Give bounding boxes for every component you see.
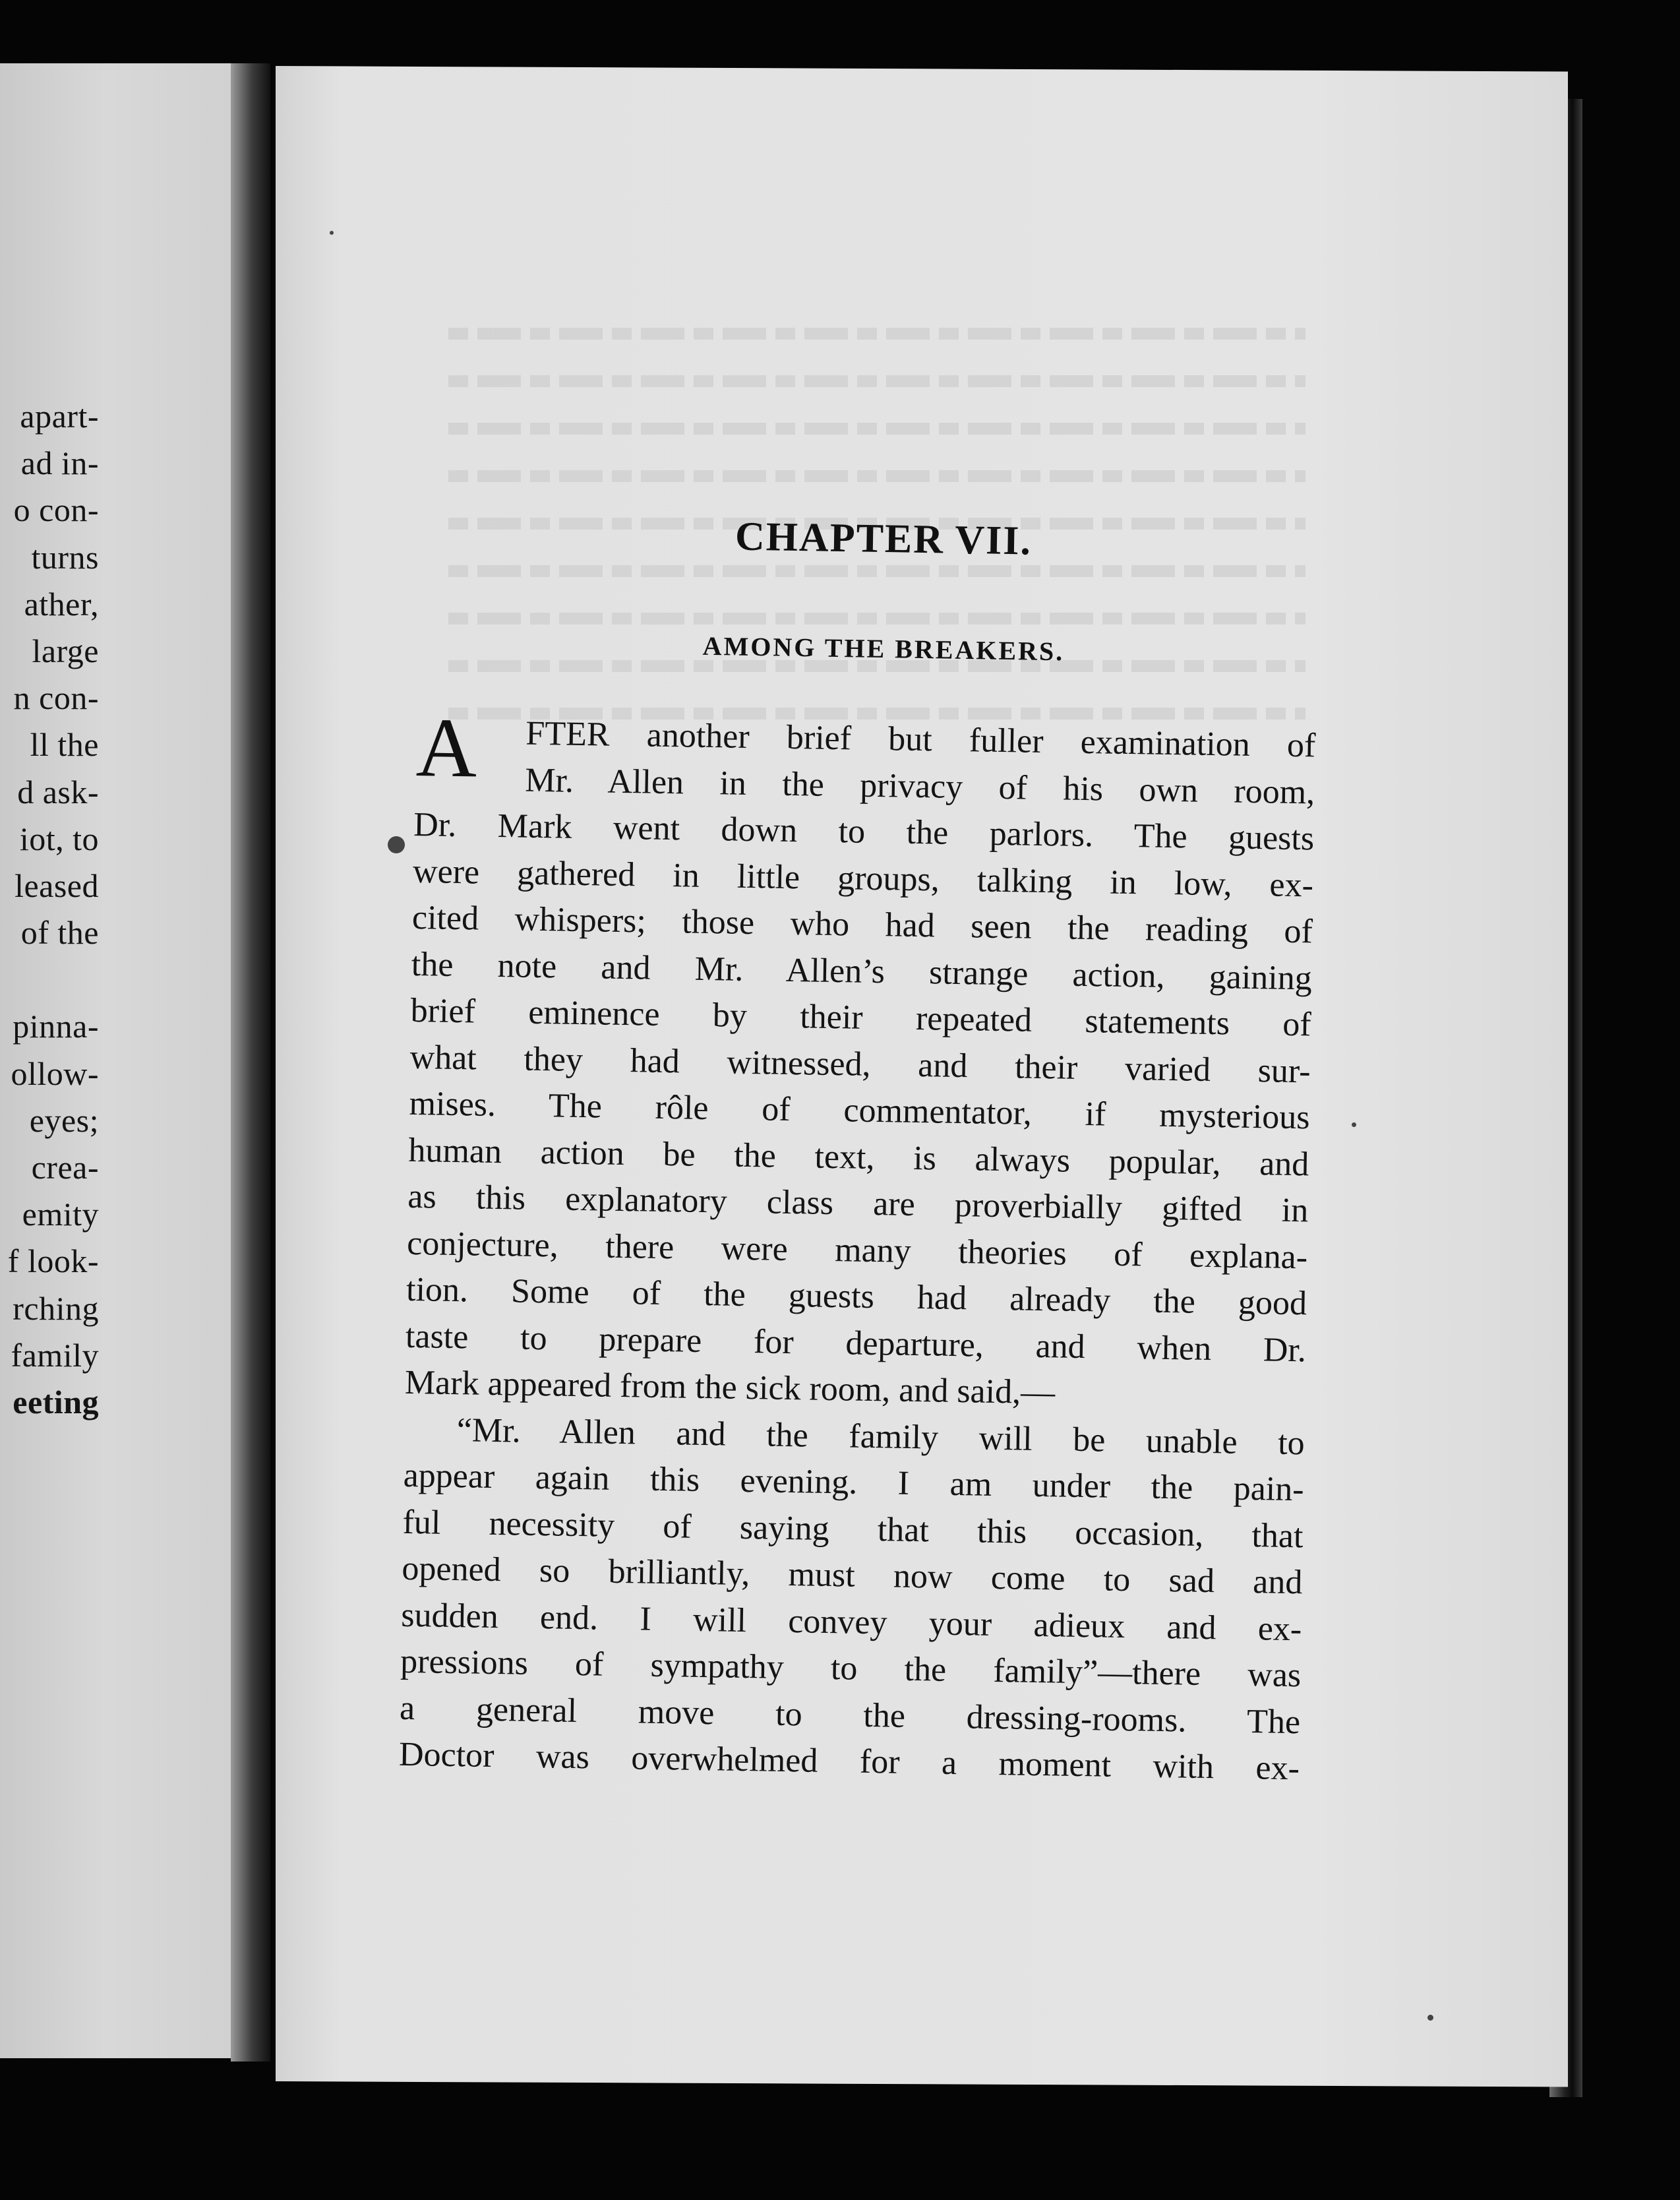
text-line: sudden end. I will convey your adieux and ex- — [400, 1596, 1302, 1648]
text-line: pressions of sympathy to the family”—there was — [400, 1642, 1302, 1695]
text-line: the note and Mr. Allen’s strange action, gaining — [411, 945, 1313, 997]
left-page-line-fragment: apart- — [20, 398, 99, 435]
text-line: ful necessity of saying that this occasion, that — [402, 1503, 1304, 1555]
ink-speck — [1352, 1122, 1356, 1127]
left-page-line-fragment: d ask- — [17, 773, 99, 810]
text-line: brief eminence by their repeated statements of — [410, 991, 1312, 1044]
left-page-line-fragment: turns — [31, 538, 99, 576]
left-page-line-fragment: ollow- — [11, 1054, 99, 1092]
book-gutter — [231, 63, 270, 2062]
body-text — [398, 700, 1316, 1792]
left-page-line-fragment: leased — [15, 867, 99, 904]
left-page-line-fragment: f look- — [7, 1242, 99, 1280]
left-page-line-fragment: large — [32, 632, 99, 669]
left-page-line-fragment: family — [11, 1336, 99, 1374]
left-page-line-fragment: crea- — [31, 1149, 99, 1186]
left-page-line-fragment: of the — [20, 914, 99, 952]
left-page — [0, 63, 265, 2058]
text-line: appear again this evening. I am under the pain- — [403, 1456, 1305, 1509]
left-page-line-fragment: eyes; — [29, 1101, 99, 1139]
text-line: were gathered in little groups, talking in low, ex- — [412, 852, 1314, 904]
text-line: human action be the text, is always popular, and — [408, 1131, 1309, 1183]
text-line: tion. Some of the guests had already the good — [405, 1270, 1307, 1323]
left-page-line-fragment: iot, to — [19, 820, 99, 857]
text-line-content: another brief but fuller examination of — [609, 716, 1316, 765]
text-line: Dr. Mark went down to the parlors. The guests — [413, 805, 1315, 858]
left-page-line-fragment: ll the — [30, 726, 99, 764]
text-line: opened so brilliantly, must now come to sad and — [402, 1549, 1303, 1602]
left-page-line-fragment: eeting — [13, 1383, 99, 1421]
ink-speck — [1427, 2015, 1433, 2021]
text-line: taste to prepare for departure, and when Dr. — [405, 1317, 1307, 1369]
drop-cap: A — [415, 700, 478, 795]
text-line: Mark appeared from the sick room, and said,— — [404, 1363, 1056, 1412]
text-line: a general move to the dressing-rooms. The — [399, 1689, 1301, 1741]
text-line: “Mr. Allen and the family will be unable to — [456, 1411, 1305, 1462]
left-page-line-fragment: pinna- — [13, 1008, 99, 1045]
left-page-line-fragment: o con- — [13, 491, 99, 529]
text-line: conjecture, there were many theories of explana- — [406, 1224, 1308, 1276]
text-line: cited whispers; those who had seen the reading of — [411, 898, 1313, 951]
left-page-line-fragment: emity — [22, 1196, 99, 1233]
text-line: as this explanatory class are proverbially gifted in — [407, 1177, 1309, 1230]
ink-speck — [388, 836, 405, 853]
text-line: Doctor was overwhelmed for a moment with ex- — [398, 1735, 1300, 1788]
left-page-line-fragment: n con- — [13, 679, 99, 717]
text-line: what they had witnessed, and their varied sur- — [409, 1038, 1311, 1090]
text-line: Mr. Allen in the privacy of his own room, — [524, 761, 1315, 811]
ink-speck — [330, 231, 334, 235]
left-page-text — [0, 393, 99, 1426]
left-page-line-fragment: ad in- — [20, 444, 99, 482]
left-page-line-fragment — [0, 956, 99, 1003]
chapter-subtitle: AMONG THE BREAKERS. — [702, 630, 1065, 667]
chapter-title: CHAPTER VII. — [735, 514, 1033, 564]
text-line: mises. The rôle of commentator, if mysterious — [409, 1084, 1310, 1137]
left-page-line-fragment: rching — [13, 1289, 99, 1327]
first-word-rest: FTER — [525, 714, 611, 754]
left-page-line-fragment: ather, — [24, 585, 99, 623]
